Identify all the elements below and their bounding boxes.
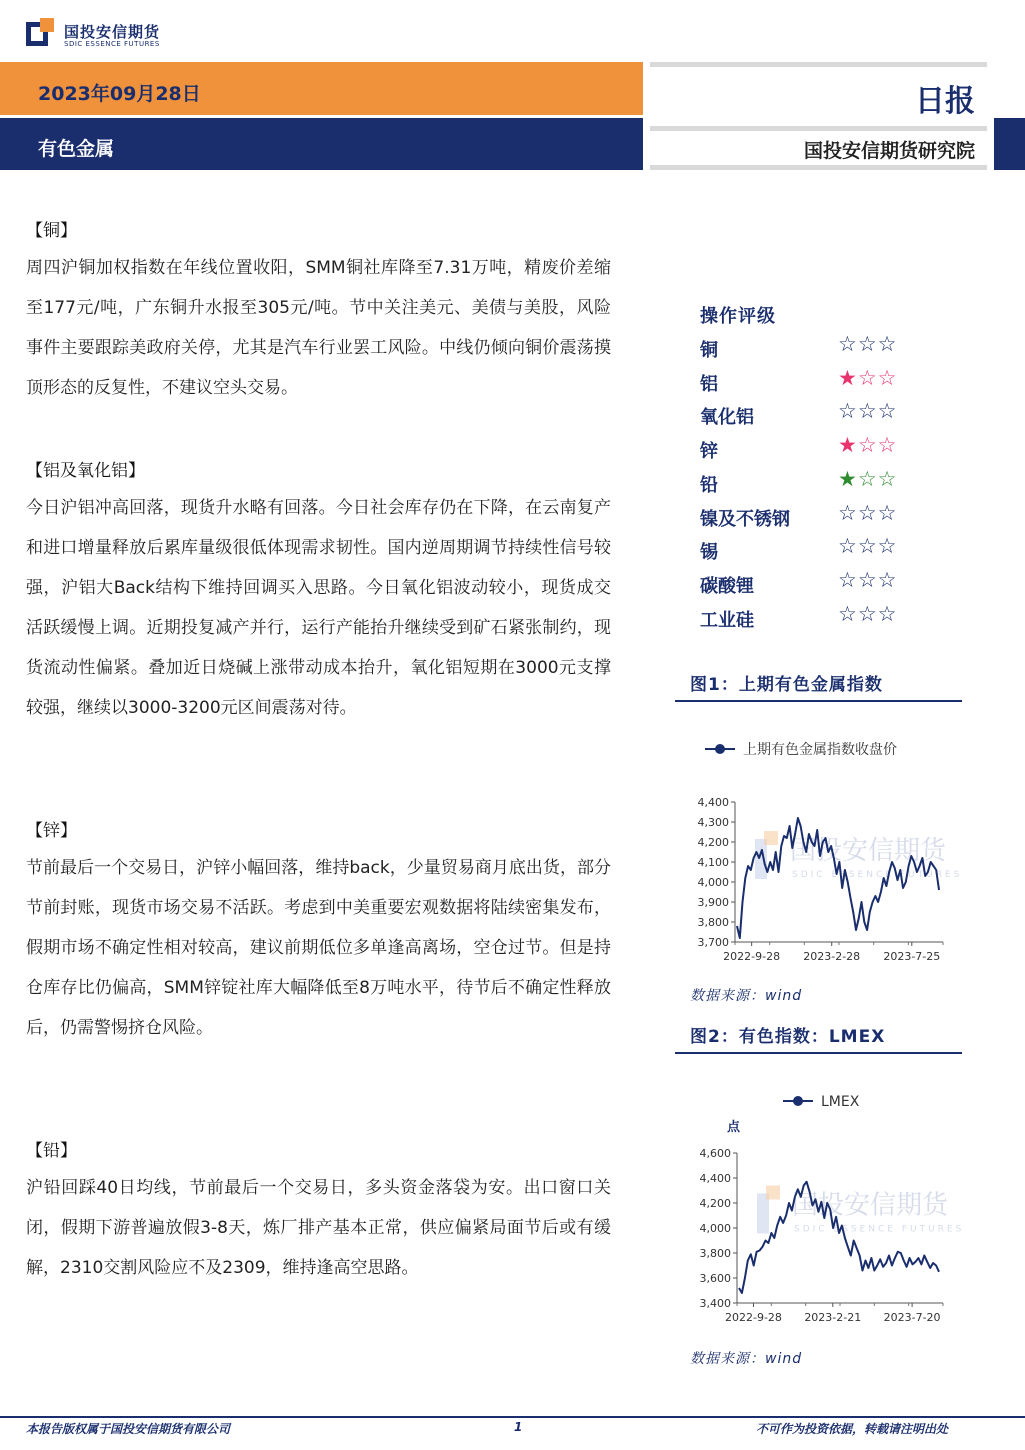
- y-tick-label: 4,100: [697, 856, 729, 869]
- section-title-aluminum: 【铝及氧化铝】: [26, 461, 145, 481]
- x-tick-label: 2023-7-20: [883, 1311, 941, 1324]
- report-date: 2023年09月28日: [38, 83, 201, 105]
- y-tick-label: 4,600: [699, 1147, 731, 1160]
- rating-name: 镍及不锈钢: [700, 508, 790, 530]
- logo-icon: [26, 18, 56, 48]
- star-empty-icon: ☆: [877, 534, 898, 559]
- legend-label: 上期有色金属指数收盘价: [743, 742, 897, 758]
- figure-1-title: 图1：上期有色金属指数: [690, 675, 883, 695]
- y-tick-label: 4,400: [699, 1172, 731, 1185]
- footer-disclaimer: 不可作为投资依据，转载请注明出处: [756, 1422, 949, 1436]
- y-tick-label: 3,700: [697, 936, 729, 949]
- y-tick-label: 3,800: [697, 916, 729, 929]
- star-empty-icon: ☆: [877, 500, 898, 525]
- rating-name: 碳酸锂: [700, 575, 754, 597]
- watermark-subtext: SDIC ESSENCE FUTURES: [794, 1224, 965, 1235]
- figure-1-chart: [675, 730, 965, 970]
- figure-2-chart: [675, 1085, 965, 1335]
- watermark-logo-icon: [766, 1186, 780, 1200]
- star-empty-icon: ☆: [857, 601, 878, 626]
- rating-name: 工业硅: [700, 609, 754, 631]
- section-title-copper: 【铜】: [26, 221, 77, 241]
- header-divider: [650, 126, 987, 131]
- y-tick-label: 4,200: [699, 1197, 731, 1210]
- section-title-lead: 【铅】: [26, 1141, 77, 1161]
- star-empty-icon: ☆: [877, 365, 898, 390]
- star-empty-icon: ☆: [877, 567, 898, 592]
- y-tick-label: 3,900: [697, 896, 729, 909]
- star-empty-icon: ☆: [838, 399, 858, 424]
- report-type: 日报: [915, 84, 975, 119]
- star-empty-icon: ☆: [877, 433, 898, 458]
- y-tick-label: 4,000: [697, 876, 729, 889]
- star-filled-icon: ★: [838, 365, 858, 390]
- star-filled-icon: ★: [838, 433, 858, 458]
- watermark-subtext: SDIC ESSENCE FUTURES: [792, 870, 963, 880]
- section-text-copper: 周四沪铜加权指数在年线位置收阳，SMM铜社库降至7.31万吨，精废价差缩至177元/吨，广东铜升水报至305元/吨。节中关注美元、美债与美股，风险事件主要跟踪美政府关停，尤其是汽车行业罢工风险。中线仍倾向铜价震荡摸顶形态的反复性，不建议空头交易。: [26, 258, 611, 398]
- page-number: 1: [514, 1420, 523, 1434]
- star-empty-icon: ☆: [857, 332, 878, 356]
- star-empty-icon: ☆: [838, 601, 858, 626]
- x-tick-label: 2023-2-21: [804, 1311, 862, 1324]
- rating-stars: [838, 366, 897, 390]
- star-empty-icon: ☆: [877, 601, 898, 626]
- star-filled-icon: ★: [838, 466, 858, 491]
- rating-name: 铜: [700, 340, 718, 361]
- rating-name: 锌: [700, 441, 718, 463]
- y-tick-label: 3,600: [699, 1272, 731, 1285]
- rating-stars: [838, 602, 897, 626]
- figure-2-source: 数据来源：wind: [690, 1351, 803, 1367]
- watermark-text: 国投安信期货: [792, 1190, 949, 1221]
- watermark-text: 国投安信期货: [790, 836, 947, 866]
- figure-2-rule: [675, 1052, 962, 1054]
- figure-1-source: 数据来源：wind: [690, 988, 803, 1004]
- star-empty-icon: ☆: [857, 399, 878, 424]
- star-empty-icon: ☆: [857, 433, 878, 458]
- x-tick-label: 2023-2-28: [803, 950, 861, 963]
- section-text-zinc: 节前最后一个交易日，沪锌小幅回落，维持back，少量贸易商月底出货，部分节前封账，现货市场交易不活跃。考虑到中美重要宏观数据将陆续密集发布，假期市场不确定性相对较高，建议前期低位多单逢高离场，空仓过节。但是持仓库存比仍偏高，SMM锌锭社库大幅降低至8万吨水平，待节后不确定性释放后，仍需警惕挤仓风险。: [26, 858, 611, 1038]
- rating-name: 氧化铝: [700, 407, 754, 429]
- star-empty-icon: ☆: [838, 332, 858, 356]
- y-tick-label: 4,400: [697, 796, 729, 809]
- x-tick-label: 2023-7-25: [883, 950, 941, 963]
- rating-stars: [838, 332, 897, 356]
- y-tick-label: 3,800: [699, 1247, 731, 1260]
- y-tick-label: 3,400: [699, 1297, 731, 1310]
- rating-name: 铅: [700, 474, 718, 496]
- x-tick-label: 2022-9-28: [725, 1311, 782, 1324]
- star-empty-icon: ☆: [877, 332, 898, 356]
- ratings-title: 操作评级: [700, 306, 776, 327]
- figure-2-title: 图2：有色指数：LMEX: [690, 1027, 886, 1047]
- section-text-aluminum: 今日沪铝冲高回落，现货升水略有回落。今日社会库存仍在下降，在云南复产和进口增量释放后累库量级很低体现需求韧性。国内逆周期调节持续性信号较强，沪铝大Back结构下维持回调买入思路。今日氧化铝波动较小，现货成交活跃缓慢上调。近期投复减产并行，运行产能抬升继续受到矿石紧张制约，现货流动性偏紧。叠加近日烧碱上涨带动成本抬升，氧化铝短期在3000元支撑较强，继续以3000-3200元区间震荡对待。: [26, 498, 611, 718]
- legend-marker: [715, 744, 725, 754]
- rating-stars: [838, 534, 897, 558]
- star-empty-icon: ☆: [857, 466, 878, 491]
- logo-subtitle: SDIC ESSENCE FUTURES: [64, 40, 160, 48]
- rating-name: 铝: [700, 373, 718, 395]
- star-empty-icon: ☆: [857, 365, 878, 390]
- rating-stars: [838, 433, 897, 457]
- figure-1-rule: [675, 700, 962, 702]
- star-empty-icon: ☆: [857, 567, 878, 592]
- star-empty-icon: ☆: [838, 567, 858, 592]
- star-empty-icon: ☆: [838, 500, 858, 525]
- section-title-zinc: 【锌】: [26, 821, 77, 841]
- y-axis-label: 点: [727, 1120, 741, 1135]
- star-empty-icon: ☆: [857, 500, 878, 525]
- watermark-logo-icon: [764, 831, 778, 845]
- star-empty-icon: ☆: [877, 466, 898, 491]
- legend-marker: [793, 1096, 803, 1106]
- institute-name: 国投安信期货研究院: [803, 140, 975, 162]
- rating-stars: [838, 568, 897, 592]
- star-empty-icon: ☆: [857, 534, 878, 559]
- header-divider: [650, 165, 987, 170]
- y-tick-label: 4,000: [699, 1222, 731, 1235]
- rating-stars: [838, 467, 897, 491]
- section-text-lead: 沪铅回踩40日均线，节前最后一个交易日，多头资金落袋为安。出口窗口关闭，假期下游普遍放假3-8天，炼厂排产基本正常，供应偏紧局面节后或有缓解，2310交割风险应不及2309，维持逢高空思路。: [26, 1178, 611, 1278]
- star-empty-icon: ☆: [877, 399, 898, 424]
- logo-text: 国投安信期货: [64, 23, 161, 41]
- x-tick-label: 2022-9-28: [723, 950, 781, 963]
- rating-stars: [838, 399, 897, 423]
- star-empty-icon: ☆: [838, 534, 858, 559]
- rating-stars: [838, 501, 897, 525]
- legend-label: LMEX: [821, 1094, 860, 1110]
- y-tick-label: 4,200: [697, 836, 729, 849]
- y-tick-label: 4,300: [697, 816, 729, 829]
- report-category: 有色金属: [38, 138, 115, 160]
- header-divider: [650, 62, 987, 67]
- footer-copyright: 本报告版权属于国投安信期货有限公司: [26, 1422, 231, 1436]
- header-accent: [994, 118, 1025, 170]
- footer-rule: [0, 1416, 1025, 1418]
- rating-name: 锡: [700, 542, 718, 564]
